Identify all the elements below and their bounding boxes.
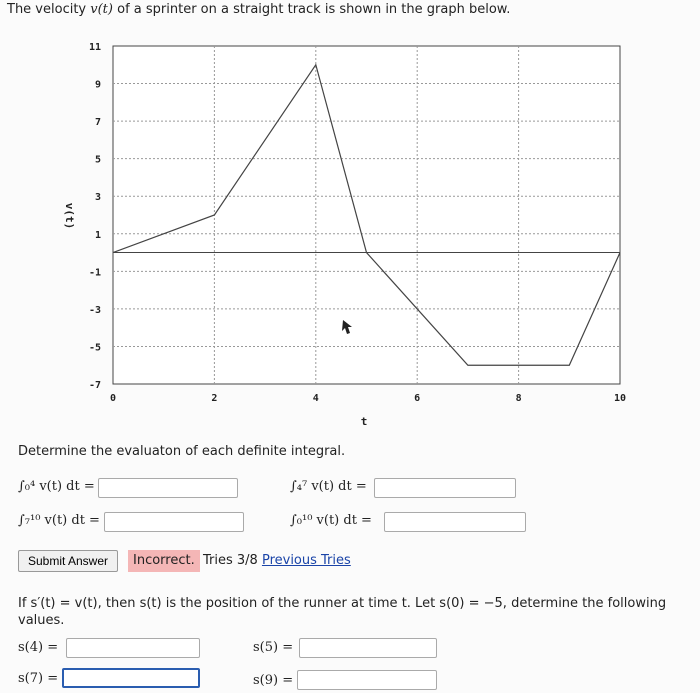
integral-0-10-label: ∫₀¹⁰ v(t) dt =: [290, 513, 372, 528]
integral-0-4-label: ∫₀⁴ v(t) dt =: [18, 479, 95, 494]
integral-7-10-input[interactable]: [104, 512, 244, 532]
s7-input[interactable]: [62, 668, 200, 688]
s5-label: s(5) =: [253, 640, 294, 655]
title-suffix: of a sprinter on a straight track is shown in the graph below.: [117, 2, 511, 17]
x-tick-label: 4: [312, 393, 319, 404]
s9-label: s(9) =: [253, 673, 294, 688]
y-tick-label: -3: [88, 304, 101, 316]
x-axis-label: t: [360, 415, 368, 428]
s9-input[interactable]: [297, 670, 437, 690]
x-tick-label: 10: [613, 393, 627, 404]
plot-area: [113, 46, 620, 384]
previous-tries-link[interactable]: Previous Tries: [261, 553, 351, 568]
y-tick-label: -1: [88, 267, 101, 279]
x-tick-label: 6: [414, 393, 421, 404]
s5-input[interactable]: [299, 638, 437, 658]
y-tick-label: -7: [88, 380, 101, 391]
integral-4-7-label: ∫₄⁷ v(t) dt =: [290, 479, 367, 494]
title-prefix: The velocity: [7, 2, 87, 17]
integral-0-10-input[interactable]: [384, 512, 526, 532]
submit-answer-button[interactable]: Submit Answer: [18, 550, 118, 572]
position-question: If s′(t) = v(t), then s(t) is the position of the runner at time t. Let s(0) = −5, determine the following values.: [18, 596, 667, 628]
status-badge: Incorrect.: [128, 550, 200, 572]
y-tick-label: 7: [94, 117, 101, 129]
integral-4-7-input[interactable]: [374, 478, 516, 498]
integral-7-10-label: ∫₇¹⁰ v(t) dt =: [18, 513, 100, 528]
integral-0-4-input[interactable]: [98, 478, 238, 498]
y-tick-label: 11: [88, 42, 101, 53]
y-axis-label: v(t): [63, 202, 76, 230]
tries-count: Tries 3/8: [203, 553, 258, 568]
y-tick-label: 9: [94, 79, 101, 91]
y-tick-label: 3: [94, 192, 101, 204]
s4-label: s(4) =: [18, 640, 59, 655]
y-tick-label: -5: [88, 342, 101, 354]
integrals-heading: Determine the evaluaton of each definite integral.: [18, 444, 346, 459]
s4-input[interactable]: [66, 638, 200, 658]
tries-info: [203, 553, 351, 568]
title-math: v(t): [90, 2, 113, 17]
y-tick-label: 5: [94, 154, 101, 166]
s7-label: s(7) =: [18, 671, 59, 686]
x-tick-label: 8: [515, 393, 522, 404]
x-tick-label: 0: [109, 393, 117, 404]
x-tick-label: 2: [211, 393, 218, 404]
y-tick-label: 1: [94, 229, 101, 241]
